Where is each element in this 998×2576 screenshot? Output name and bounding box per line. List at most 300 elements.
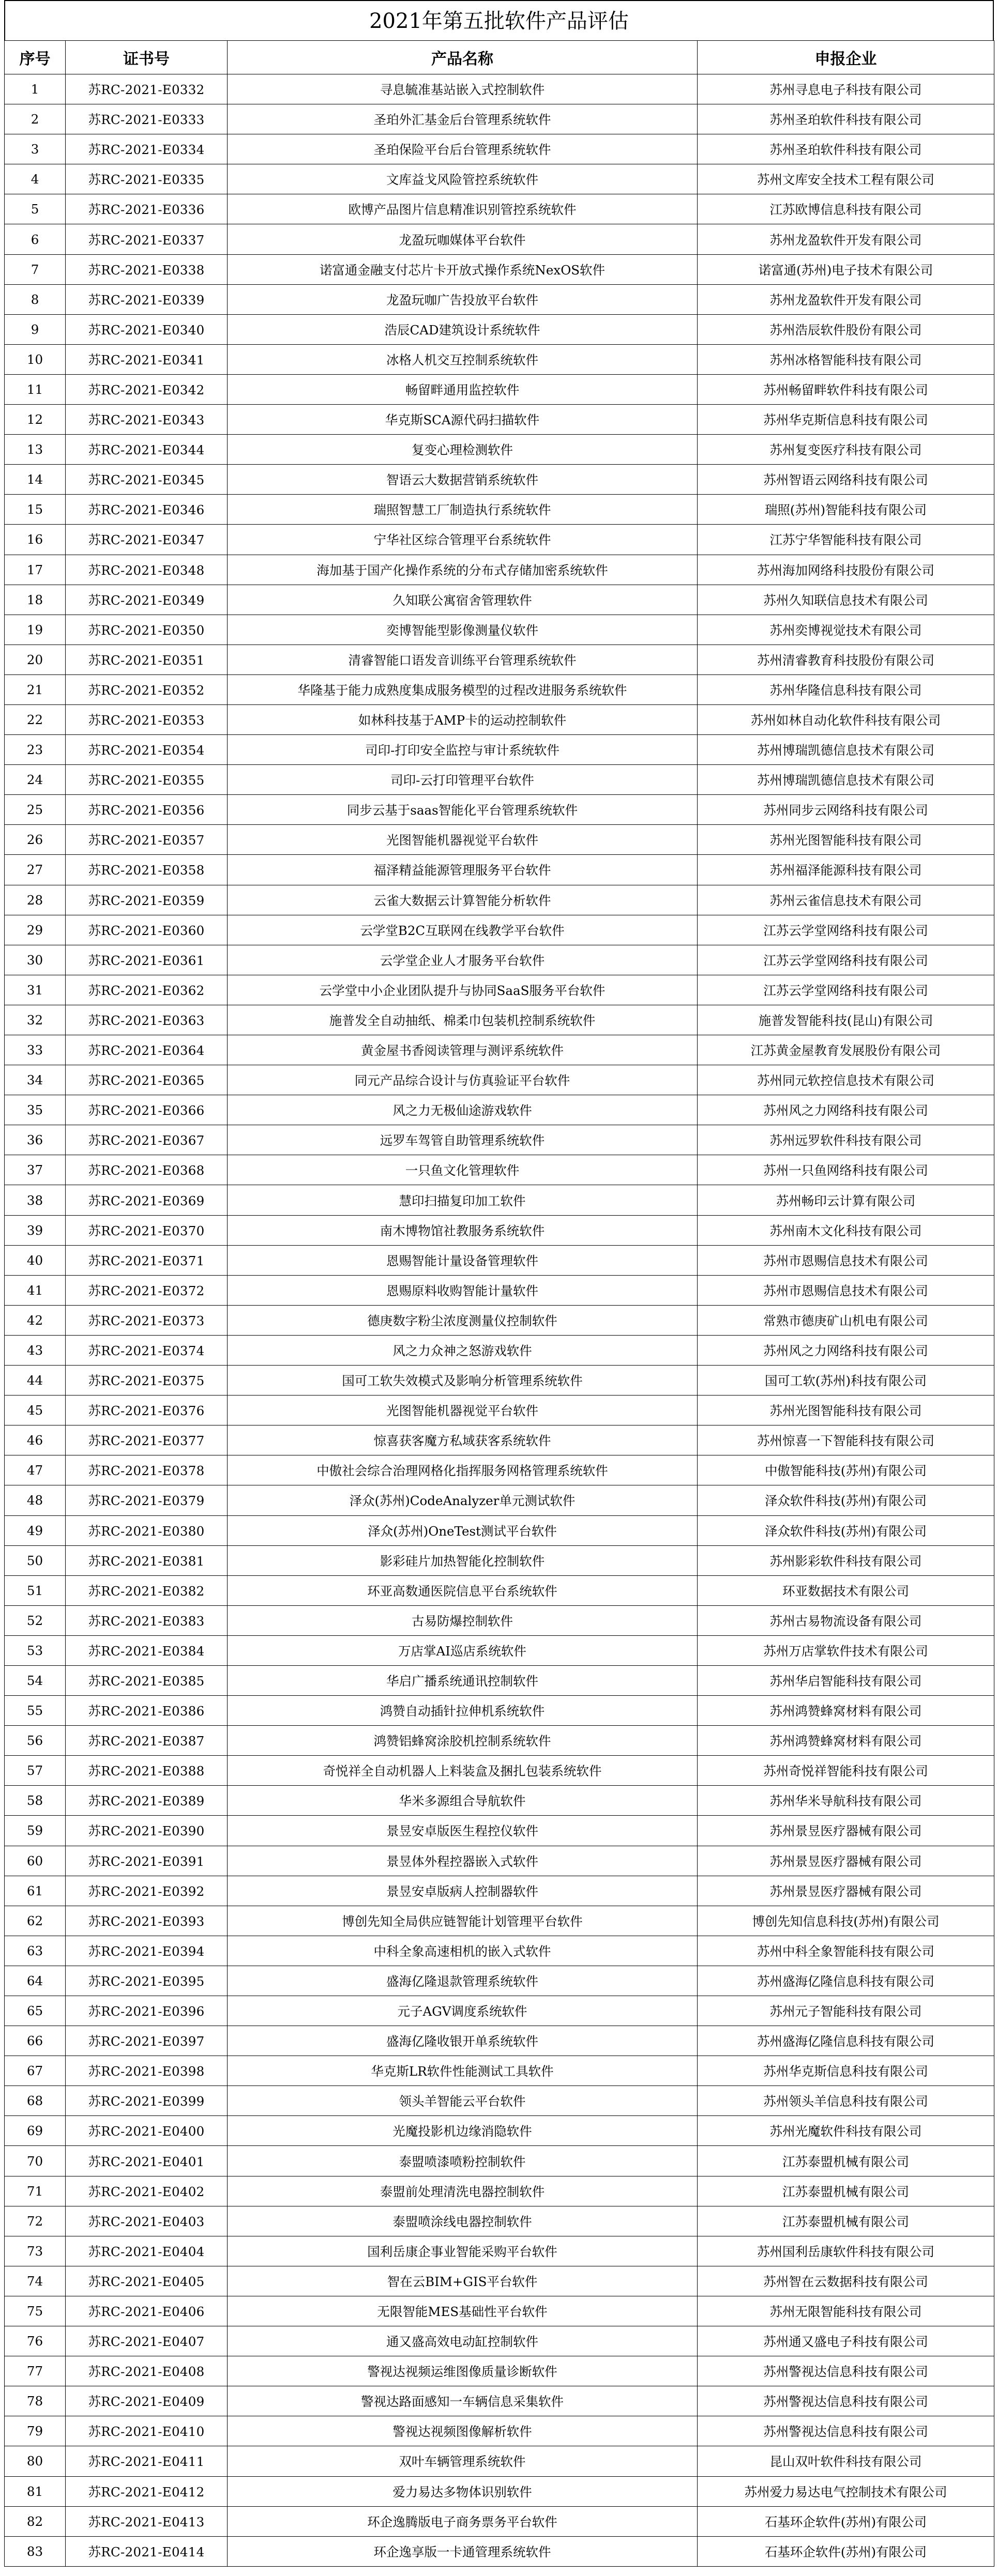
- table-row: [5, 855, 994, 885]
- cell-product-name: 诺富通金融支付芯片卡开放式操作系统NexOS软件: [228, 254, 698, 284]
- cell-seq: 26: [5, 825, 66, 855]
- cell-seq: 41: [5, 1275, 66, 1305]
- cell-company: 苏州惊喜一下智能科技有限公司: [698, 1425, 994, 1455]
- cell-seq: 9: [5, 314, 66, 344]
- cell-company: 苏州无限智能科技有限公司: [698, 2296, 994, 2326]
- table-row: [5, 1786, 994, 1816]
- cell-cert-no: 苏RC-2021-E0408: [66, 2356, 228, 2386]
- cell-product-name: 复变心理检测软件: [228, 435, 698, 465]
- table-row: [5, 1215, 994, 1245]
- cell-company: 苏州文库安全技术工程有限公司: [698, 164, 994, 194]
- cell-product-name: 云学堂B2C互联网在线教学平台软件: [228, 915, 698, 945]
- table-row: [5, 1726, 994, 1756]
- cell-company: 苏州盛海亿隆信息科技有限公司: [698, 2026, 994, 2056]
- cell-cert-no: 苏RC-2021-E0376: [66, 1396, 228, 1425]
- cell-company: 苏州博瑞凯德信息技术有限公司: [698, 735, 994, 765]
- cell-cert-no: 苏RC-2021-E0365: [66, 1065, 228, 1095]
- cell-company: 中傲智能科技(苏州)有限公司: [698, 1455, 994, 1485]
- cell-product-name: 景昱安卓版病人控制器软件: [228, 1876, 698, 1906]
- table-row: [5, 314, 994, 344]
- table-row: [5, 1936, 994, 1966]
- cell-seq: 56: [5, 1726, 66, 1756]
- cell-company: 苏州复变医疗科技有限公司: [698, 435, 994, 465]
- cell-cert-no: 苏RC-2021-E0405: [66, 2266, 228, 2296]
- table-row: [5, 915, 994, 945]
- table-row: [5, 1275, 994, 1305]
- cell-product-name: 鸿赞自动插针拉伸机系统软件: [228, 1696, 698, 1726]
- cell-cert-no: 苏RC-2021-E0375: [66, 1366, 228, 1396]
- cell-product-name: 风之力无极仙途游戏软件: [228, 1095, 698, 1125]
- table-row: [5, 1005, 994, 1035]
- cell-product-name: 鸿赞铝蜂窝涂胶机控制系统软件: [228, 1726, 698, 1756]
- cell-seq: 47: [5, 1455, 66, 1485]
- table-row: [5, 1425, 994, 1455]
- cell-product-name: 古易防爆控制软件: [228, 1605, 698, 1635]
- table-row: [5, 2386, 994, 2416]
- cell-seq: 31: [5, 975, 66, 1005]
- table-row: [5, 374, 994, 404]
- table-row: [5, 74, 994, 104]
- cell-company: 苏州光魔软件科技有限公司: [698, 2116, 994, 2146]
- cell-seq: 40: [5, 1245, 66, 1275]
- cell-company: 苏州博瑞凯德信息技术有限公司: [698, 765, 994, 795]
- cell-product-name: 爱力易达多物体识别软件: [228, 2476, 698, 2506]
- cell-cert-no: 苏RC-2021-E0336: [66, 194, 228, 224]
- cell-company: 苏州影彩软件科技有限公司: [698, 1545, 994, 1575]
- cell-product-name: 云雀大数据云计算智能分析软件: [228, 885, 698, 915]
- table-row: [5, 2056, 994, 2086]
- cell-company: 苏州华隆信息科技有限公司: [698, 674, 994, 704]
- table-row: [5, 465, 994, 495]
- table-row: [5, 1635, 994, 1665]
- table-row: [5, 1756, 994, 1786]
- cell-cert-no: 苏RC-2021-E0400: [66, 2116, 228, 2146]
- cell-product-name: 远罗车驾管自助管理系统软件: [228, 1125, 698, 1155]
- table-row: [5, 495, 994, 525]
- cell-company: 苏州鸿赞蜂窝材料有限公司: [698, 1696, 994, 1726]
- cell-seq: 25: [5, 795, 66, 825]
- cell-company: 苏州远罗软件科技有限公司: [698, 1125, 994, 1155]
- cell-product-name: 司印-打印安全监控与审计系统软件: [228, 735, 698, 765]
- cell-product-name: 泰盟前处理清洗电器控制软件: [228, 2176, 698, 2206]
- cell-cert-no: 苏RC-2021-E0368: [66, 1155, 228, 1185]
- cell-seq: 83: [5, 2536, 66, 2566]
- cell-seq: 76: [5, 2326, 66, 2356]
- table-row: [5, 2506, 994, 2536]
- cell-company: 江苏欧博信息科技有限公司: [698, 194, 994, 224]
- cell-company: 苏州景昱医疗器械有限公司: [698, 1816, 994, 1846]
- cell-cert-no: 苏RC-2021-E0341: [66, 344, 228, 374]
- cell-company: 苏州鸿赞蜂窝材料有限公司: [698, 1726, 994, 1756]
- table-row: [5, 1095, 994, 1125]
- cell-seq: 42: [5, 1305, 66, 1335]
- table-row: [5, 615, 994, 645]
- product-table: [4, 40, 994, 2567]
- cell-cert-no: 苏RC-2021-E0367: [66, 1125, 228, 1155]
- cell-company: 国可工软(苏州)科技有限公司: [698, 1366, 994, 1396]
- cell-product-name: 圣珀外汇基金后台管理系统软件: [228, 104, 698, 134]
- table-row: [5, 1065, 994, 1095]
- cell-cert-no: 苏RC-2021-E0410: [66, 2416, 228, 2446]
- cell-seq: 38: [5, 1185, 66, 1215]
- cell-company: 苏州国利岳康软件科技有限公司: [698, 2236, 994, 2266]
- cell-company: 苏州警视达信息科技有限公司: [698, 2416, 994, 2446]
- cell-company: 苏州华克斯信息科技有限公司: [698, 2056, 994, 2086]
- cell-seq: 44: [5, 1366, 66, 1396]
- table-row: [5, 1575, 994, 1605]
- table-row: [5, 2116, 994, 2146]
- cell-cert-no: 苏RC-2021-E0347: [66, 525, 228, 555]
- cell-cert-no: 苏RC-2021-E0366: [66, 1095, 228, 1125]
- table-row: [5, 2236, 994, 2266]
- table-row: [5, 2416, 994, 2446]
- cell-company: 江苏泰盟机械有限公司: [698, 2146, 994, 2176]
- cell-product-name: 华米多源组合导航软件: [228, 1786, 698, 1816]
- cell-cert-no: 苏RC-2021-E0357: [66, 825, 228, 855]
- cell-product-name: 文库益戈风险管控系统软件: [228, 164, 698, 194]
- table-row: [5, 2476, 994, 2506]
- cell-cert-no: 苏RC-2021-E0346: [66, 495, 228, 525]
- table-row: [5, 435, 994, 465]
- cell-cert-no: 苏RC-2021-E0407: [66, 2326, 228, 2356]
- cell-seq: 45: [5, 1396, 66, 1425]
- cell-company: 苏州奇悦祥智能科技有限公司: [698, 1756, 994, 1786]
- cell-company: 苏州古易物流设备有限公司: [698, 1605, 994, 1635]
- cell-seq: 4: [5, 164, 66, 194]
- cell-product-name: 欧博产品图片信息精准识别管控系统软件: [228, 194, 698, 224]
- cell-seq: 21: [5, 674, 66, 704]
- cell-company: 苏州圣珀软件科技有限公司: [698, 104, 994, 134]
- header-seq: 序号: [5, 41, 66, 74]
- cell-cert-no: 苏RC-2021-E0332: [66, 74, 228, 104]
- cell-product-name: 国可工软失效模式及影响分析管理系统软件: [228, 1366, 698, 1396]
- table-row: [5, 134, 994, 164]
- cell-seq: 2: [5, 104, 66, 134]
- cell-cert-no: 苏RC-2021-E0353: [66, 704, 228, 734]
- cell-seq: 59: [5, 1816, 66, 1846]
- cell-company: 苏州风之力网络科技有限公司: [698, 1095, 994, 1125]
- cell-company: 苏州盛海亿隆信息科技有限公司: [698, 1966, 994, 1996]
- cell-seq: 29: [5, 915, 66, 945]
- cell-product-name: 华克斯LR软件性能测试工具软件: [228, 2056, 698, 2086]
- cell-cert-no: 苏RC-2021-E0382: [66, 1575, 228, 1605]
- cell-seq: 16: [5, 525, 66, 555]
- cell-company: 昆山双叶软件科技有限公司: [698, 2446, 994, 2476]
- table-row: [5, 284, 994, 314]
- cell-seq: 66: [5, 2026, 66, 2056]
- cell-cert-no: 苏RC-2021-E0402: [66, 2176, 228, 2206]
- cell-company: 苏州久知联信息技术有限公司: [698, 585, 994, 615]
- cell-product-name: 龙盈玩咖广告投放平台软件: [228, 284, 698, 314]
- table-row: [5, 254, 994, 284]
- cell-seq: 37: [5, 1155, 66, 1185]
- cell-seq: 7: [5, 254, 66, 284]
- cell-company: 苏州万店掌软件技术有限公司: [698, 1635, 994, 1665]
- cell-seq: 15: [5, 495, 66, 525]
- cell-seq: 55: [5, 1696, 66, 1726]
- cell-product-name: 通又盛高效电动缸控制软件: [228, 2326, 698, 2356]
- cell-seq: 1: [5, 74, 66, 104]
- cell-seq: 3: [5, 134, 66, 164]
- cell-company: 石基环企软件(苏州)有限公司: [698, 2536, 994, 2566]
- cell-product-name: 双叶车辆管理系统软件: [228, 2446, 698, 2476]
- cell-cert-no: 苏RC-2021-E0344: [66, 435, 228, 465]
- cell-seq: 34: [5, 1065, 66, 1095]
- cell-company: 苏州福泽能源科技有限公司: [698, 855, 994, 885]
- cell-product-name: 警视达视频运维图像质量诊断软件: [228, 2356, 698, 2386]
- table-row: [5, 1366, 994, 1396]
- cell-product-name: 泽众(苏州)CodeAnalyzer单元测试软件: [228, 1485, 698, 1515]
- cell-company: 环亚数据技术有限公司: [698, 1575, 994, 1605]
- cell-cert-no: 苏RC-2021-E0349: [66, 585, 228, 615]
- cell-product-name: 同步云基于saas智能化平台管理系统软件: [228, 795, 698, 825]
- cell-product-name: 德庚数字粉尘浓度测量仪控制软件: [228, 1305, 698, 1335]
- cell-product-name: 泽众(苏州)OneTest测试平台软件: [228, 1515, 698, 1545]
- cell-cert-no: 苏RC-2021-E0409: [66, 2386, 228, 2416]
- cell-cert-no: 苏RC-2021-E0388: [66, 1756, 228, 1786]
- cell-cert-no: 苏RC-2021-E0356: [66, 795, 228, 825]
- cell-product-name: 风之力众神之怒游戏软件: [228, 1335, 698, 1365]
- header-product-name: 产品名称: [228, 41, 698, 74]
- table-row: [5, 2206, 994, 2236]
- cell-cert-no: 苏RC-2021-E0351: [66, 645, 228, 674]
- cell-cert-no: 苏RC-2021-E0338: [66, 254, 228, 284]
- cell-cert-no: 苏RC-2021-E0339: [66, 284, 228, 314]
- cell-seq: 5: [5, 194, 66, 224]
- cell-seq: 80: [5, 2446, 66, 2476]
- table-row: [5, 975, 994, 1005]
- cell-company: 苏州华米导航科技有限公司: [698, 1786, 994, 1816]
- cell-company: 苏州畅印云计算有限公司: [698, 1185, 994, 1215]
- cell-seq: 6: [5, 224, 66, 254]
- cell-cert-no: 苏RC-2021-E0392: [66, 1876, 228, 1906]
- cell-cert-no: 苏RC-2021-E0369: [66, 1185, 228, 1215]
- cell-product-name: 泰盟喷漆喷粉控制软件: [228, 2146, 698, 2176]
- table-row: [5, 1876, 994, 1906]
- cell-seq: 24: [5, 765, 66, 795]
- cell-seq: 35: [5, 1095, 66, 1125]
- cell-seq: 28: [5, 885, 66, 915]
- table-row: [5, 1125, 994, 1155]
- cell-cert-no: 苏RC-2021-E0340: [66, 314, 228, 344]
- cell-product-name: 万店掌AI巡店系统软件: [228, 1635, 698, 1665]
- cell-product-name: 国利岳康企事业智能采购平台软件: [228, 2236, 698, 2266]
- cell-seq: 17: [5, 555, 66, 585]
- cell-seq: 22: [5, 704, 66, 734]
- table-row: [5, 164, 994, 194]
- cell-seq: 19: [5, 615, 66, 645]
- cell-product-name: 无限智能MES基础性平台软件: [228, 2296, 698, 2326]
- header-row: [5, 41, 994, 74]
- cell-seq: 69: [5, 2116, 66, 2146]
- table-row: [5, 1335, 994, 1365]
- cell-product-name: 恩赐智能计量设备管理软件: [228, 1245, 698, 1275]
- cell-company: 苏州通又盛电子科技有限公司: [698, 2326, 994, 2356]
- table-row: [5, 2146, 994, 2176]
- cell-company: 江苏云学堂网络科技有限公司: [698, 915, 994, 945]
- cell-cert-no: 苏RC-2021-E0411: [66, 2446, 228, 2476]
- cell-seq: 12: [5, 405, 66, 435]
- cell-company: 苏州中科全象智能科技有限公司: [698, 1936, 994, 1966]
- cell-cert-no: 苏RC-2021-E0342: [66, 374, 228, 404]
- table-row: [5, 1816, 994, 1846]
- cell-seq: 54: [5, 1665, 66, 1695]
- cell-cert-no: 苏RC-2021-E0333: [66, 104, 228, 134]
- cell-seq: 61: [5, 1876, 66, 1906]
- table-row: [5, 405, 994, 435]
- cell-product-name: 恩赐原料收购智能计量软件: [228, 1275, 698, 1305]
- page-title: 2021年第五批软件产品评估: [4, 0, 994, 40]
- table-row: [5, 1906, 994, 1936]
- cell-product-name: 司印-云打印管理平台软件: [228, 765, 698, 795]
- table-row: [5, 1846, 994, 1876]
- table-row: [5, 2326, 994, 2356]
- table-row: [5, 2446, 994, 2476]
- cell-product-name: 博创先知全局供应链智能计划管理平台软件: [228, 1906, 698, 1936]
- cell-seq: 36: [5, 1125, 66, 1155]
- cell-product-name: 环企逸腾版电子商务票务平台软件: [228, 2506, 698, 2536]
- table-row: [5, 674, 994, 704]
- cell-company: 苏州如林自动化软件科技有限公司: [698, 704, 994, 734]
- cell-cert-no: 苏RC-2021-E0391: [66, 1846, 228, 1876]
- cell-company: 苏州警视达信息科技有限公司: [698, 2386, 994, 2416]
- cell-product-name: 光图智能机器视觉平台软件: [228, 825, 698, 855]
- cell-product-name: 寻息毓准基站嵌入式控制软件: [228, 74, 698, 104]
- cell-product-name: 宁华社区综合管理平台系统软件: [228, 525, 698, 555]
- cell-cert-no: 苏RC-2021-E0395: [66, 1966, 228, 1996]
- cell-product-name: 慧印扫描复印加工软件: [228, 1185, 698, 1215]
- cell-seq: 70: [5, 2146, 66, 2176]
- cell-company: 苏州景昱医疗器械有限公司: [698, 1876, 994, 1906]
- cell-seq: 78: [5, 2386, 66, 2416]
- cell-seq: 74: [5, 2266, 66, 2296]
- cell-product-name: 一只鱼文化管理软件: [228, 1155, 698, 1185]
- cell-product-name: 南木博物馆社教服务系统软件: [228, 1215, 698, 1245]
- cell-cert-no: 苏RC-2021-E0379: [66, 1485, 228, 1515]
- cell-product-name: 奇悦祥全自动机器人上料装盒及捆扎包装系统软件: [228, 1756, 698, 1786]
- cell-product-name: 浩辰CAD建筑设计系统软件: [228, 314, 698, 344]
- cell-cert-no: 苏RC-2021-E0377: [66, 1425, 228, 1455]
- cell-cert-no: 苏RC-2021-E0385: [66, 1665, 228, 1695]
- table-row: [5, 1485, 994, 1515]
- cell-product-name: 环企逸享版一卡通管理系统软件: [228, 2536, 698, 2566]
- cell-cert-no: 苏RC-2021-E0370: [66, 1215, 228, 1245]
- cell-cert-no: 苏RC-2021-E0352: [66, 674, 228, 704]
- table-row: [5, 945, 994, 975]
- cell-cert-no: 苏RC-2021-E0412: [66, 2476, 228, 2506]
- cell-company: 苏州光图智能科技有限公司: [698, 825, 994, 855]
- cell-product-name: 惊喜获客魔方私域获客系统软件: [228, 1425, 698, 1455]
- cell-seq: 33: [5, 1035, 66, 1065]
- cell-company: 苏州清睿教育科技股份有限公司: [698, 645, 994, 674]
- cell-product-name: 景昱体外程控器嵌入式软件: [228, 1846, 698, 1876]
- cell-seq: 73: [5, 2236, 66, 2266]
- cell-company: 苏州光图智能科技有限公司: [698, 1396, 994, 1425]
- cell-seq: 52: [5, 1605, 66, 1635]
- cell-cert-no: 苏RC-2021-E0381: [66, 1545, 228, 1575]
- cell-seq: 63: [5, 1936, 66, 1966]
- cell-seq: 27: [5, 855, 66, 885]
- cell-company: 博创先知信息科技(苏州)有限公司: [698, 1906, 994, 1936]
- cell-product-name: 元子AGV调度系统软件: [228, 1996, 698, 2026]
- table-row: [5, 765, 994, 795]
- cell-product-name: 龙盈玩咖媒体平台软件: [228, 224, 698, 254]
- cell-company: 江苏黄金屋教育发展股份有限公司: [698, 1035, 994, 1065]
- cell-company: 苏州海加网络科技股份有限公司: [698, 555, 994, 585]
- cell-seq: 82: [5, 2506, 66, 2536]
- cell-seq: 14: [5, 465, 66, 495]
- cell-cert-no: 苏RC-2021-E0396: [66, 1996, 228, 2026]
- cell-seq: 43: [5, 1335, 66, 1365]
- cell-company: 诺富通(苏州)电子技术有限公司: [698, 254, 994, 284]
- table-row: [5, 2176, 994, 2206]
- cell-seq: 20: [5, 645, 66, 674]
- cell-product-name: 福泽精益能源管理服务平台软件: [228, 855, 698, 885]
- cell-seq: 13: [5, 435, 66, 465]
- cell-product-name: 泰盟喷涂线电器控制软件: [228, 2206, 698, 2236]
- cell-company: 苏州智在云数据科技有限公司: [698, 2266, 994, 2296]
- cell-product-name: 华隆基于能力成熟度集成服务模型的过程改进服务系统软件: [228, 674, 698, 704]
- cell-cert-no: 苏RC-2021-E0343: [66, 405, 228, 435]
- cell-product-name: 中科全象高速相机的嵌入式软件: [228, 1936, 698, 1966]
- cell-cert-no: 苏RC-2021-E0378: [66, 1455, 228, 1485]
- table-row: [5, 1996, 994, 2026]
- table-row: [5, 1455, 994, 1485]
- table-row: [5, 104, 994, 134]
- cell-company: 苏州圣珀软件科技有限公司: [698, 134, 994, 164]
- cell-seq: 50: [5, 1545, 66, 1575]
- cell-cert-no: 苏RC-2021-E0406: [66, 2296, 228, 2326]
- table-header: [5, 41, 994, 74]
- cell-cert-no: 苏RC-2021-E0387: [66, 1726, 228, 1756]
- cell-product-name: 环亚高数通医院信息平台系统软件: [228, 1575, 698, 1605]
- table-row: [5, 344, 994, 374]
- header-company: 申报企业: [698, 41, 994, 74]
- cell-seq: 8: [5, 284, 66, 314]
- table-row: [5, 1185, 994, 1215]
- cell-company: 施普发智能科技(昆山)有限公司: [698, 1005, 994, 1035]
- cell-company: 苏州同步云网络科技有限公司: [698, 795, 994, 825]
- cell-cert-no: 苏RC-2021-E0354: [66, 735, 228, 765]
- cell-cert-no: 苏RC-2021-E0334: [66, 134, 228, 164]
- cell-company: 苏州云雀信息技术有限公司: [698, 885, 994, 915]
- cell-seq: 49: [5, 1515, 66, 1545]
- cell-company: 苏州同元软控信息技术有限公司: [698, 1065, 994, 1095]
- table-row: [5, 1155, 994, 1185]
- cell-product-name: 智在云BIM+GIS平台软件: [228, 2266, 698, 2296]
- table-row: [5, 585, 994, 615]
- cell-product-name: 光魔投影机边缘消隐软件: [228, 2116, 698, 2146]
- table-row: [5, 645, 994, 674]
- cell-product-name: 施普发全自动抽纸、棉柔巾包装机控制系统软件: [228, 1005, 698, 1035]
- table-row: [5, 1966, 994, 1996]
- table-row: [5, 1545, 994, 1575]
- table-row: [5, 1305, 994, 1335]
- cell-seq: 46: [5, 1425, 66, 1455]
- table-row: [5, 2266, 994, 2296]
- cell-product-name: 华启广播系统通讯控制软件: [228, 1665, 698, 1695]
- table-row: [5, 194, 994, 224]
- cell-cert-no: 苏RC-2021-E0364: [66, 1035, 228, 1065]
- cell-seq: 65: [5, 1996, 66, 2026]
- cell-seq: 48: [5, 1485, 66, 1515]
- cell-cert-no: 苏RC-2021-E0394: [66, 1936, 228, 1966]
- cell-cert-no: 苏RC-2021-E0389: [66, 1786, 228, 1816]
- cell-product-name: 奕博智能型影像测量仪软件: [228, 615, 698, 645]
- cell-product-name: 智语云大数据营销系统软件: [228, 465, 698, 495]
- cell-seq: 11: [5, 374, 66, 404]
- cell-company: 江苏云学堂网络科技有限公司: [698, 945, 994, 975]
